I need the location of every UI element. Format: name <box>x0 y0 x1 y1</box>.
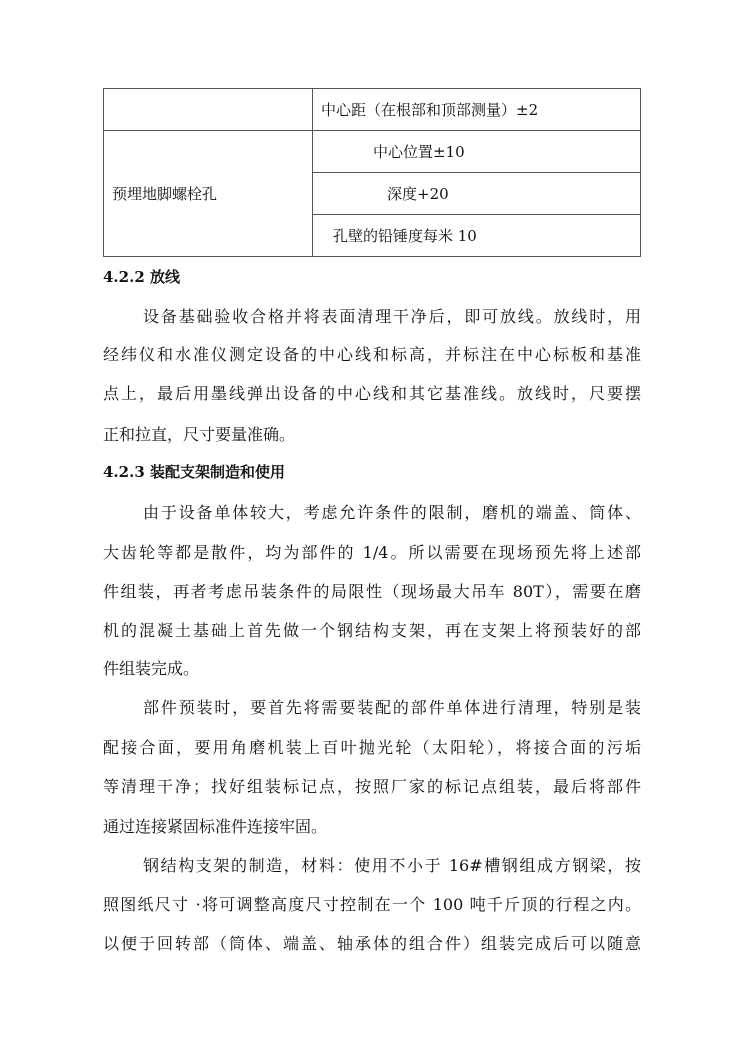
text-line: 设备基础验收合格并将表面清理干净后，即可放线。放线时，用 <box>143 307 641 326</box>
text-line: 等清理干净；找好组装标记点，按照厂家的标记点组装，最后将部件 <box>103 777 641 796</box>
text-line: 配接合面，要用角磨机装上百叶抛光轮（太阳轮），将接合面的污垢 <box>103 738 641 757</box>
table-cell-empty <box>104 89 313 131</box>
text-line: 点上，最后用墨线弹出设备的中心线和其它基准线。放线时，尺要摆 <box>103 384 641 403</box>
tolerance-table <box>103 88 641 257</box>
text-line: 经纬仪和水准仪测定设备的中心线和标高，并标注在中心标板和基准 <box>103 345 641 364</box>
text-line: 正和拉直，尺寸要量准确。 <box>103 425 296 444</box>
table-cell: 孔壁的铅锤度每米 10 <box>313 215 641 257</box>
section-heading: 4.2.3 装配支架制造和使用 <box>103 463 285 481</box>
text-line: 件组装完成。 <box>103 659 200 678</box>
text-line: 通过连接紧固标准件连接牢固。 <box>103 817 328 836</box>
text-line: 机的混凝土基础上首先做一个钢结构支架，再在支架上将预装好的部 <box>103 621 641 640</box>
section-heading: 4.2.2 放线 <box>103 268 180 286</box>
table-cell: 深度+20 <box>313 173 641 215</box>
text-line: 部件预装时，要首先将需要装配的部件单体进行清理，特别是装 <box>143 698 641 717</box>
text-line: 照图纸尺寸 ·将可调整高度尺寸控制在一个 100 吨千斤顶的行程之内。 <box>103 895 641 914</box>
text-line: 大齿轮等都是散件，均为部件的 1/4。所以需要在现场预先将上述部 <box>103 543 641 562</box>
text-line: 件组装，再者考虑吊装条件的局限性（现场最大吊车 80T），需要在磨 <box>103 582 641 601</box>
text-line: 钢结构支架的制造，材料：使用不小于 16#槽钢组成方钢梁，按 <box>143 856 641 875</box>
table-cell: 中心距（在根部和顶部测量）±2 <box>313 89 641 131</box>
text-line: 由于设备单体较大，考虑允许条件的限制，磨机的端盖、筒体、 <box>143 503 641 522</box>
table-row-label: 预埋地脚螺栓孔 <box>104 131 313 257</box>
text-line: 以便于回转部（筒体、端盖、轴承体的组合件）组装完成后可以随意 <box>103 934 641 953</box>
table-cell: 中心位置±10 <box>313 131 641 173</box>
